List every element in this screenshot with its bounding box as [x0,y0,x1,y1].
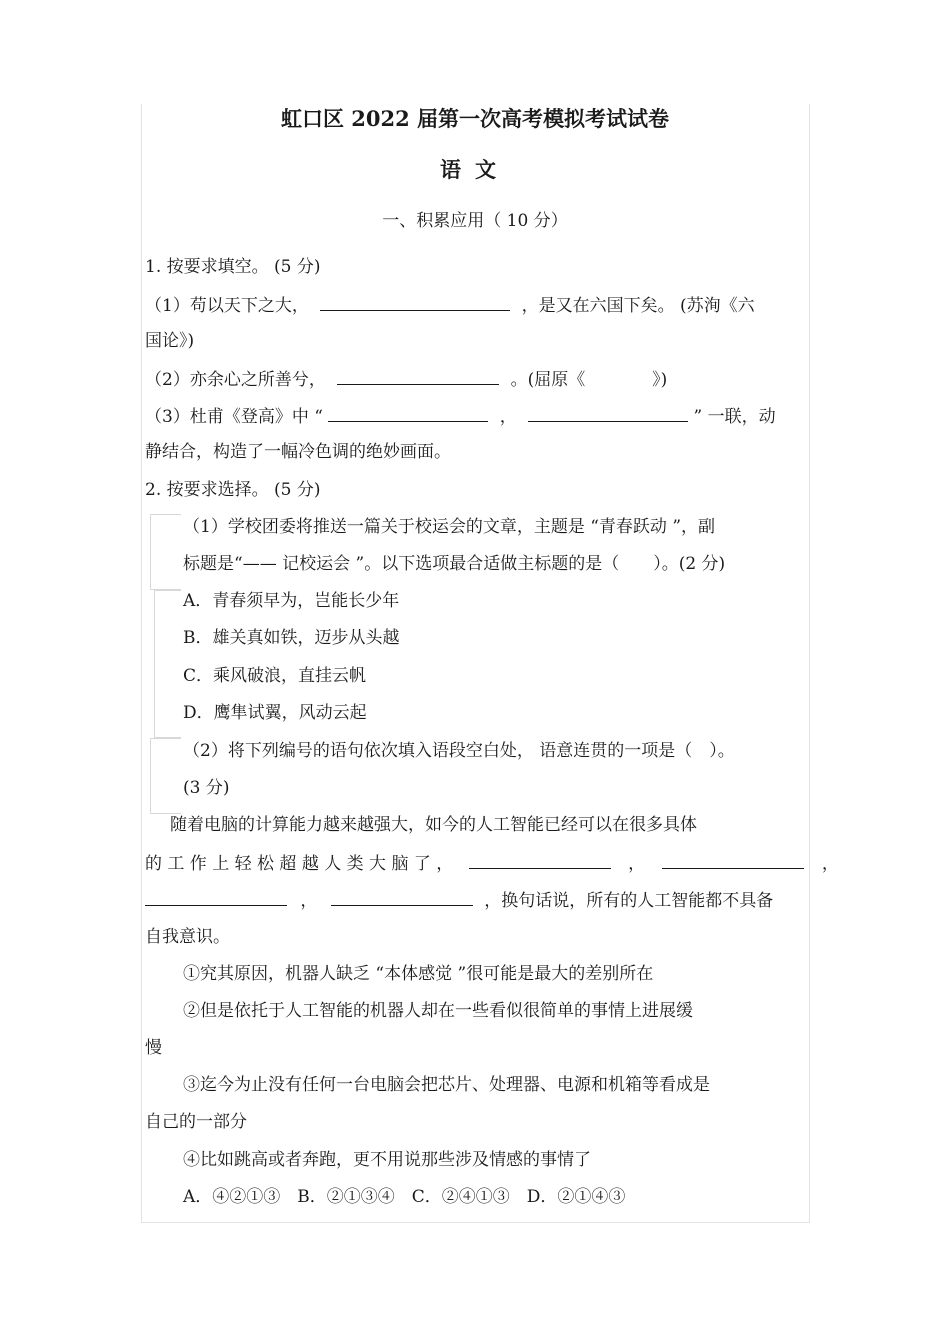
q2-sub2-line1: （2）将下列编号的语句依次填入语段空白处， 语意连贯的一项是（ ）。 [183,741,735,761]
q2-sub1-line2: 标题是“—— 记校运会 ”。以下选项最合适做主标题的是（ ）。(2 分) [183,554,726,574]
q2-option-a: A．青春须早为，岂能长少年 [183,591,400,611]
q1-part1-text-a: （1）苟以天下之大， [145,296,309,316]
q1-part3-text-d: 静结合，构造了一幅冷色调的绝妙画面。 [145,442,451,462]
q1-part2-text-a: （2）亦余心之所善兮， [145,370,326,390]
passage-blank-2[interactable] [662,850,804,869]
section-heading: 一、积累应用（ 10 分） [382,211,568,231]
sentence-2-line1: ②但是依托于人工智能的机器人却在一些看似很简单的事情上进展缓 [183,1001,693,1021]
q1-part1-blank[interactable] [320,292,510,311]
sentence-2-line2: 慢 [145,1038,162,1058]
q2-option-d: D．鹰隼试翼，风动云起 [183,703,367,723]
passage-text-b1: 的 工 作 上 轻 松 超 越 人 类 大 脑 了 ， [145,854,454,874]
bracket-q2-1 [150,514,181,590]
q1-part1-text-c: 国论》) [145,331,195,351]
q1-part3-text-b: ， [499,407,517,427]
q1-part2-line [145,366,667,392]
q1-part2-title-blank[interactable] [591,367,647,385]
passage-text-c2: ，换句话说，所有的人工智能都不具备 [484,891,774,911]
passage-blank-4[interactable] [331,887,473,906]
passage-text-c1: ， [300,891,318,911]
q1-part3-text-a: （3）杜甫《登高》中 “ [145,407,323,427]
passage-text-b3: ， [821,854,839,874]
passage-blank-1[interactable] [469,850,611,869]
sentence-3-line2: 自己的一部分 [145,1112,247,1132]
passage-line3 [145,887,773,913]
passage-blank-3[interactable] [145,887,287,906]
sentence-4: ④比如跳高或者奔跑，更不用说那些涉及情感的事情了 [183,1150,591,1170]
q1-part3-line1 [145,403,776,429]
subject-title: 语文 [440,157,510,182]
answer-options: A．④②①③ B．②①③④ C．②④①③ D．②①④③ [183,1187,626,1207]
q2-stem: 2. 按要求选择。 (5 分) [145,480,321,500]
passage-line1: 随着电脑的计算能力越来越强大，如今的人工智能已经可以在很多具体 [170,815,697,835]
q1-part2-text-c: 》) [652,370,668,390]
q2-sub2-line2: (3 分) [183,778,230,798]
exam-title: 虹口区 2022 届第一次高考模拟考试试卷 [280,106,670,131]
sentence-1: ①究其原因，机器人缺乏 “本体感觉 ”很可能是最大的差别所在 [183,964,654,984]
q2-option-c: C．乘风破浪，直挂云帆 [183,666,367,686]
passage-line4: 自我意识。 [145,927,230,947]
q1-stem: 1. 按要求填空。 (5 分) [145,257,321,277]
q2-sub1-line1: （1）学校团委将推送一篇关于校运会的文章，主题是 “青春跃动 ”，副 [183,517,716,537]
q1-part1-line1 [145,292,755,318]
passage-text-b2: ， [628,854,646,874]
bracket-q2-2 [150,738,181,814]
q1-part3-blank-1[interactable] [328,403,488,422]
bracket-options [154,590,181,738]
q1-part3-blank-2[interactable] [528,403,688,422]
q1-part3-text-c: ” 一联，动 [693,407,776,427]
sentence-3-line1: ③迄今为止没有任何一台电脑会把芯片、处理器、电源和机箱等看成是 [183,1075,710,1095]
q1-part2-text-b: 。(屈原《 [510,370,586,390]
passage-line2 [145,850,839,876]
q1-part2-blank[interactable] [337,366,499,385]
q2-option-b: B．雄关真如铁，迈步从头越 [183,628,400,648]
q1-part1-text-b: ，是又在六国下矣。 (苏洵《六 [521,296,755,316]
